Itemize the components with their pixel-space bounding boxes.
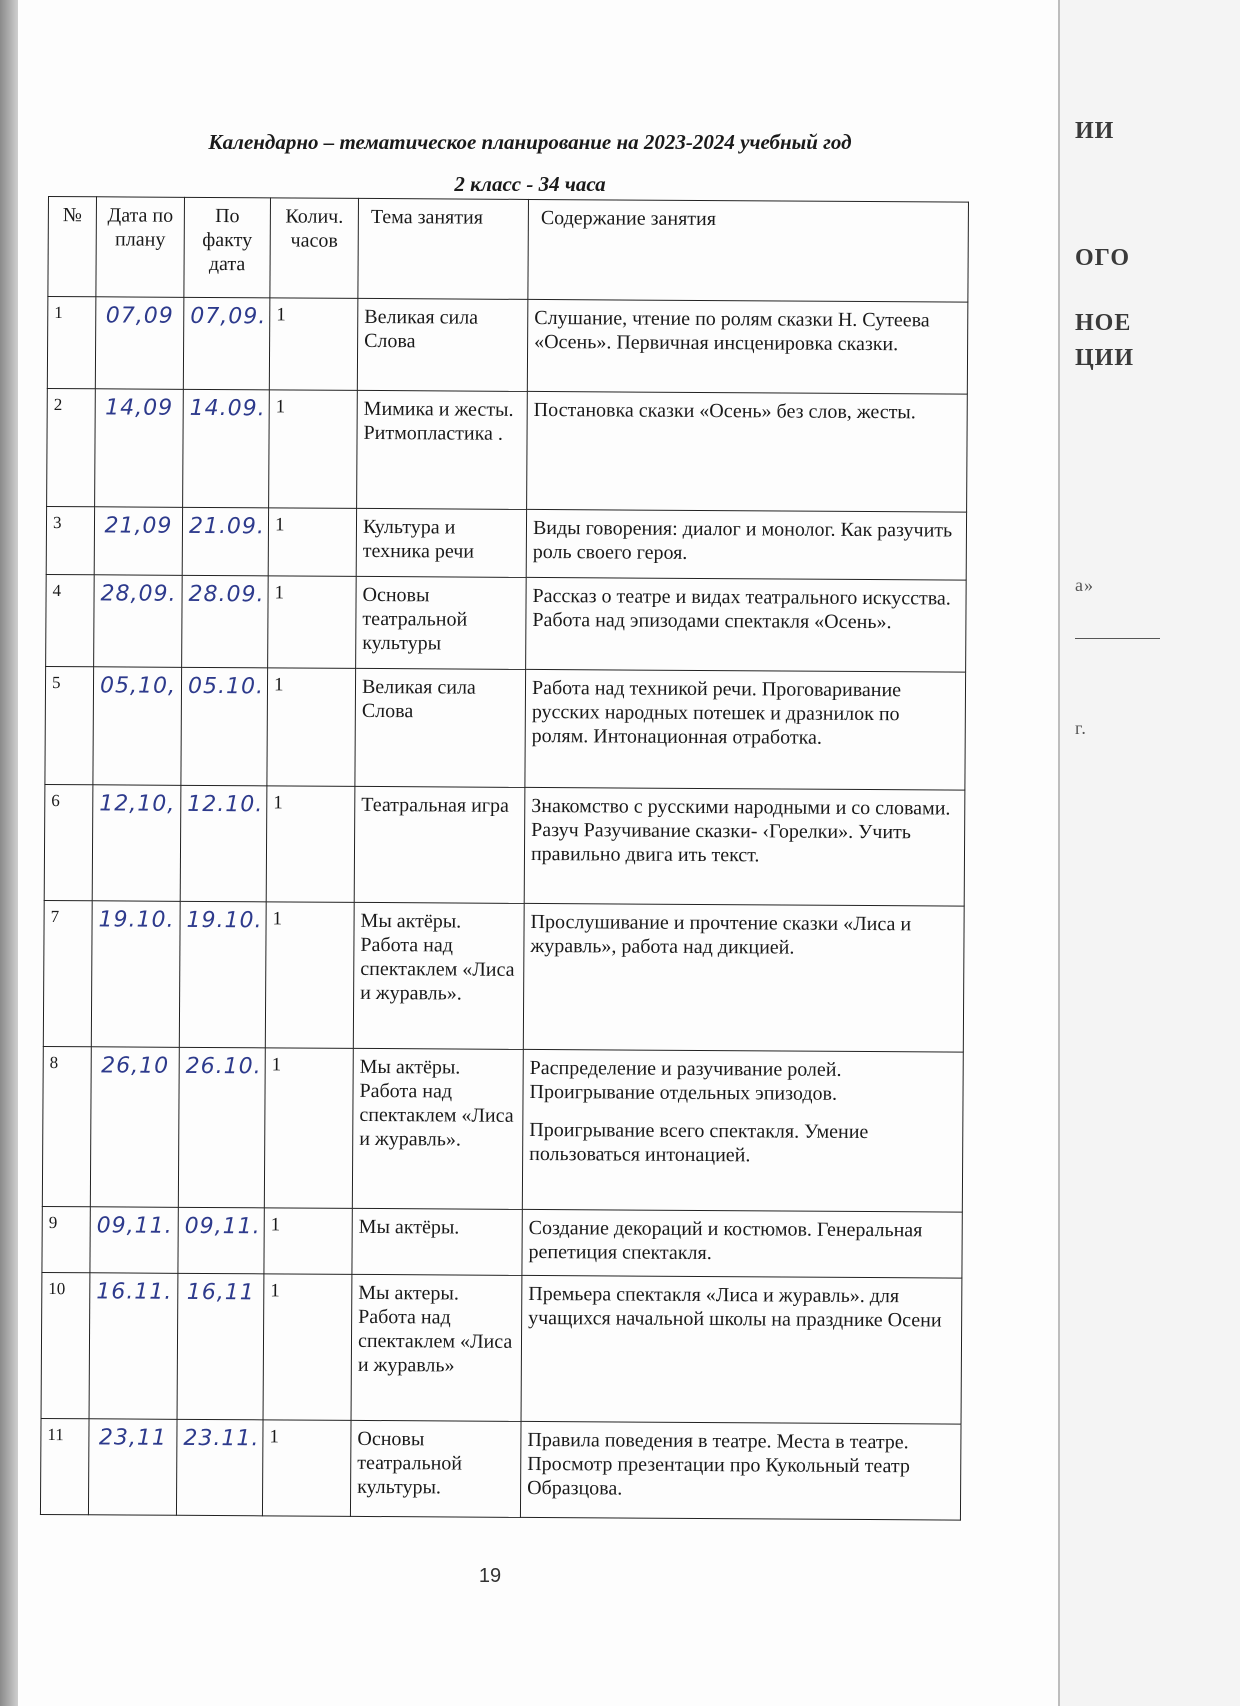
plan-date: 23,11	[88, 1419, 177, 1516]
lesson-content-part: Распределение и разучивание ролей. Проигрывание отдельных эпизодов.	[529, 1056, 842, 1105]
lesson-content: Правила поведения в театре. Места в театре. Просмотр презентации про Кукольный театр Образцова.	[520, 1421, 961, 1520]
hours: 1	[263, 1274, 352, 1421]
hours: 1	[262, 1420, 351, 1517]
hours: 1	[266, 786, 355, 903]
fact-date: 21.09.	[182, 507, 268, 576]
lesson-content: Постановка сказки «Осень» без слов, жесты.	[527, 391, 968, 512]
lesson-theme: Мы актёры. Работа над спектаклем «Лиса и журавль».	[353, 902, 524, 1049]
plan-date: 28,09.	[94, 575, 183, 668]
lesson-plan-table	[40, 196, 969, 1521]
header-plan-date: Дата по плану	[96, 197, 185, 298]
table-header-row	[48, 197, 969, 303]
header-number: №	[48, 197, 97, 297]
fact-date: 26.10.	[178, 1047, 265, 1208]
fact-date: 12.10.	[180, 785, 267, 902]
lesson-theme: Мимика и жесты. Ритмопластика .	[357, 390, 528, 509]
row-number: 10	[41, 1272, 90, 1418]
page-number: 19	[478, 1565, 502, 1587]
lesson-content: Виды говорения: диалог и монолог. Как разучить роль своего героя.	[526, 509, 966, 580]
document-title: Календарно – тематическое планирование на 2023-2024 учебный год	[208, 130, 852, 154]
lesson-content: Прослушивание и прочтение сказки «Лиса и журавль», работа над дикцией.	[523, 903, 964, 1052]
plan-date: 16.11.	[89, 1273, 178, 1420]
plan-date: 19.10.	[91, 901, 180, 1048]
lesson-theme: Театральная игра	[354, 786, 525, 903]
row-number: 8	[42, 1046, 91, 1206]
hours: 1	[268, 508, 356, 577]
hours: 1	[264, 1208, 352, 1275]
row-number: 6	[44, 784, 93, 900]
lesson-theme: Мы актёры.	[352, 1208, 522, 1275]
table-row	[47, 297, 968, 395]
row-number: 9	[42, 1206, 90, 1272]
plan-date: 05,10,	[93, 667, 182, 786]
lesson-content: Создание декораций и костюмов. Генеральная репетиция спектакля.	[522, 1209, 962, 1278]
table-row	[40, 1418, 961, 1520]
back-page-fragment: г.	[1075, 718, 1087, 738]
hours: 1	[264, 1048, 353, 1209]
header-theme: Тема занятия	[358, 198, 529, 299]
header-content: Содержание занятия	[528, 199, 969, 302]
lesson-theme: Основы театральной культуры	[356, 576, 527, 669]
row-number: 11	[40, 1418, 89, 1514]
back-page-fragment: ИИ	[1075, 118, 1115, 144]
fact-date: 23.11.	[176, 1419, 263, 1516]
plan-date: 14,09	[95, 389, 184, 508]
row-number: 1	[47, 297, 96, 389]
lesson-content: Работа над техникой речи. Проговаривание русских народных потешек и дразнилок по ролям. Интонационная отработка.	[525, 669, 966, 790]
table-row	[41, 1272, 962, 1424]
header-hours: Колич. часов	[270, 198, 359, 299]
back-page-fragment: НОЕ	[1075, 310, 1132, 336]
hours: 1	[269, 298, 358, 391]
plan-date: 07,09	[95, 297, 184, 390]
header-fact-date: По факту дата	[184, 197, 271, 298]
fact-date: 19.10.	[179, 901, 266, 1048]
lesson-content: Премьера спектакля «Лиса и журавль». для учащихся начальной школы на празднике Осени	[521, 1275, 962, 1424]
plan-date: 26,10	[90, 1047, 179, 1208]
table-row	[47, 388, 968, 512]
hours: 1	[269, 390, 358, 509]
fact-date: 28.09.	[182, 575, 269, 668]
row-number: 7	[43, 900, 92, 1046]
plan-date: 21,09	[94, 507, 182, 576]
lesson-content: Рассказ о театре и видах театрального искусства. Работа над эпизодами спектакля «Осень».	[526, 577, 967, 672]
fact-date: 09,11.	[178, 1207, 264, 1274]
back-page-fragment: ЦИИ	[1075, 345, 1135, 371]
lesson-theme: Культура и техника речи	[356, 508, 526, 577]
hours: 1	[267, 668, 356, 787]
document-subtitle: 2 класс - 34 часа	[454, 172, 606, 196]
table-row	[42, 1206, 962, 1278]
lesson-theme: Мы актеры. Работа над спектаклем «Лиса и журавль»	[351, 1274, 522, 1421]
row-number: 2	[47, 388, 96, 506]
table-row	[46, 574, 967, 672]
plan-date: 09,11.	[90, 1207, 178, 1274]
fact-date: 16,11	[177, 1273, 264, 1420]
plan-date: 12,10,	[92, 785, 181, 902]
hours: 1	[265, 902, 354, 1049]
back-page-rule	[1075, 638, 1160, 639]
table-row	[43, 900, 964, 1052]
row-number: 3	[46, 506, 94, 574]
table-row	[42, 1046, 963, 1212]
scan-edge	[0, 0, 18, 1706]
row-number: 4	[46, 574, 95, 666]
row-number: 5	[45, 666, 94, 784]
lesson-theme: Основы театральной культуры.	[350, 1420, 521, 1517]
back-page-fragment: ОГО	[1075, 245, 1131, 271]
lesson-content: Знакомство с русскими народными и со словами. Разуч Разучивание сказки- ‹Горелки». Учить правильно двига ить текст.	[524, 787, 965, 906]
hours: 1	[268, 576, 357, 669]
back-page-fragment: а»	[1075, 575, 1094, 595]
fact-date: 14.09.	[183, 389, 270, 508]
table-row	[44, 784, 965, 906]
table-row	[45, 666, 966, 790]
lesson-theme: Мы актёры. Работа над спектаклем «Лиса и журавль».	[352, 1048, 523, 1209]
lesson-content: Слушание, чтение по ролям сказки Н. Сутеева «Осень». Первичная инсценировка сказки.	[527, 299, 968, 394]
fact-date: 07,09.	[183, 297, 270, 390]
table-row	[46, 506, 966, 580]
lesson-content	[522, 1049, 963, 1212]
fact-date: 05.10.	[181, 667, 268, 786]
lesson-content-part: Проигрывание всего спектакля. Умение пользоваться интонацией.	[529, 1118, 869, 1167]
lesson-theme: Великая сила Слова	[355, 668, 526, 787]
lesson-theme: Великая сила Слова	[357, 298, 528, 391]
